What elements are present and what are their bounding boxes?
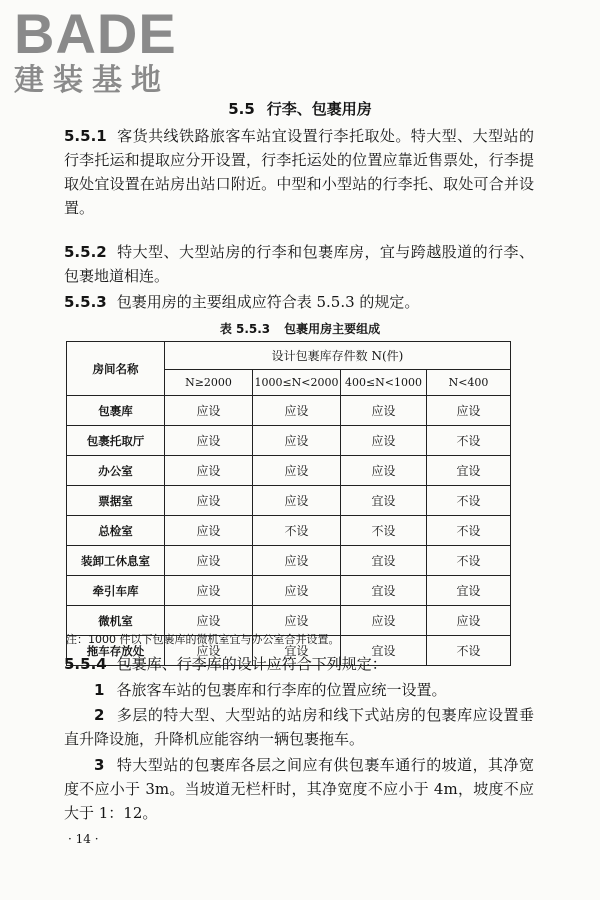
table-cell: 应设 <box>165 576 253 606</box>
column-header: 1000≤N<2000 <box>253 370 341 396</box>
table-caption <box>0 320 600 337</box>
table-note: 注：1000 件以下包裹库的微机室宜与办公室合并设置。 <box>66 633 340 646</box>
clause-5-5-2 <box>64 240 534 288</box>
column-header: N<400 <box>427 370 511 396</box>
clause-text: 特大型、大型站房的行李和包裹库房，宜与跨越股道的行李、包裹地道相连。 <box>64 243 534 285</box>
logo-latin-text: BADE <box>14 2 177 65</box>
list-item <box>64 753 534 825</box>
table-cell: 应设 <box>165 486 253 516</box>
package-room-table <box>66 341 511 666</box>
room-name-cell: 包裹托取厅 <box>67 426 165 456</box>
logo-cjk-text: 建装基地 <box>14 63 170 98</box>
table-cell: 应设 <box>253 546 341 576</box>
column-header: 400≤N<1000 <box>341 370 427 396</box>
table-cell: 应设 <box>165 426 253 456</box>
item-number: 3 <box>94 756 105 774</box>
room-name-cell: 微机室 <box>67 606 165 636</box>
table-cell: 应设 <box>427 396 511 426</box>
table-cell: 不设 <box>427 546 511 576</box>
list-item <box>64 703 534 751</box>
clause-5-5-3 <box>64 290 534 314</box>
table-cell: 应设 <box>165 606 253 636</box>
clause-number: 5.5.4 <box>64 655 107 673</box>
section-number: 5.5 <box>228 100 255 118</box>
room-name-cell: 牵引车库 <box>67 576 165 606</box>
clause-5-5-1 <box>64 124 534 220</box>
table-cell: 不设 <box>427 636 511 666</box>
table-cell: 应设 <box>253 456 341 486</box>
room-name-cell: 总检室 <box>67 516 165 546</box>
section-title-text: 行李、包裹用房 <box>266 100 372 118</box>
table-cell: 宜设 <box>341 486 427 516</box>
clause-number: 5.5.2 <box>64 243 107 261</box>
clause-number: 5.5.3 <box>64 293 107 311</box>
table-row <box>67 576 511 606</box>
item-number: 1 <box>94 681 105 699</box>
room-name-cell: 办公室 <box>67 456 165 486</box>
item-text: 各旅客车站的包裹库和行李库的位置应统一设置。 <box>116 681 447 699</box>
table-cell: 不设 <box>427 516 511 546</box>
room-name-cell: 装卸工休息室 <box>67 546 165 576</box>
table-row <box>67 426 511 456</box>
item-number: 2 <box>94 706 105 724</box>
table-cell: 应设 <box>253 606 341 636</box>
item-text: 多层的特大型、大型站的站房和线下式站房的包裹库应设置垂直升降设施，升降机应能容纳一辆包裹拖车。 <box>64 706 534 748</box>
table-cell: 应设 <box>253 426 341 456</box>
table-cell: 应设 <box>165 396 253 426</box>
table-cell: 应设 <box>165 516 253 546</box>
table-header-row <box>67 342 511 370</box>
table-cell: 宜设 <box>427 456 511 486</box>
column-header: N≥2000 <box>165 370 253 396</box>
table-row <box>67 456 511 486</box>
table-cell: 应设 <box>165 456 253 486</box>
storage-count-header: 设计包裹库存件数 N(件) <box>165 342 511 370</box>
table-cell: 应设 <box>427 606 511 636</box>
table-cell: 应设 <box>341 456 427 486</box>
table-cell: 宜设 <box>427 576 511 606</box>
clause-text: 包裹库、行李库的设计应符合下列规定： <box>116 655 387 673</box>
table-cell: 应设 <box>341 426 427 456</box>
table-cell: 不设 <box>341 516 427 546</box>
table-cell: 不设 <box>427 486 511 516</box>
table-number: 表 5.5.3 <box>219 322 271 336</box>
table-cell: 应设 <box>253 396 341 426</box>
table-cell: 不设 <box>427 426 511 456</box>
table-row <box>67 516 511 546</box>
table-cell: 应设 <box>253 486 341 516</box>
section-title <box>0 98 600 119</box>
table-cell: 宜设 <box>341 576 427 606</box>
brand-logo <box>14 2 184 98</box>
table-cell: 宜设 <box>341 636 427 666</box>
list-item <box>64 678 534 702</box>
clause-number: 5.5.1 <box>64 127 107 145</box>
table-cell: 应设 <box>341 606 427 636</box>
table-cell: 应设 <box>165 636 253 666</box>
table-cell: 应设 <box>341 396 427 426</box>
room-name-cell: 拖车存放处 <box>67 636 165 666</box>
table-cell: 不设 <box>253 516 341 546</box>
room-name-header: 房间名称 <box>67 342 165 396</box>
table-cell: 应设 <box>253 576 341 606</box>
item-text: 特大型站的包裹库各层之间应有供包裹车通行的坡道，其净宽度不应小于 3m。当坡道无栏杆时，其净宽度不应小于 4m，坡度不应大于 1：12。 <box>64 756 534 822</box>
table-cell: 宜设 <box>253 636 341 666</box>
table-row <box>67 486 511 516</box>
clause-text: 客货共线铁路旅客车站宜设置行李托取处。特大型、大型站的行李托运和提取应分开设置，行李托运处的位置应靠近售票处，行李提取处宜设置在站房出站口附近。中型和小型站的行李托、取处可合并设置。 <box>64 127 534 217</box>
table-cell: 应设 <box>165 546 253 576</box>
clause-5-5-4 <box>64 652 534 676</box>
table-title: 包裹用房主要组成 <box>284 322 381 336</box>
clause-text: 包裹用房的主要组成应符合表 5.5.3 的规定。 <box>116 293 420 311</box>
room-name-cell: 包裹库 <box>67 396 165 426</box>
room-name-cell: 票据室 <box>67 486 165 516</box>
table-cell: 宜设 <box>341 546 427 576</box>
table-row <box>67 546 511 576</box>
table-row <box>67 396 511 426</box>
page-number: · 14 · <box>68 832 99 846</box>
